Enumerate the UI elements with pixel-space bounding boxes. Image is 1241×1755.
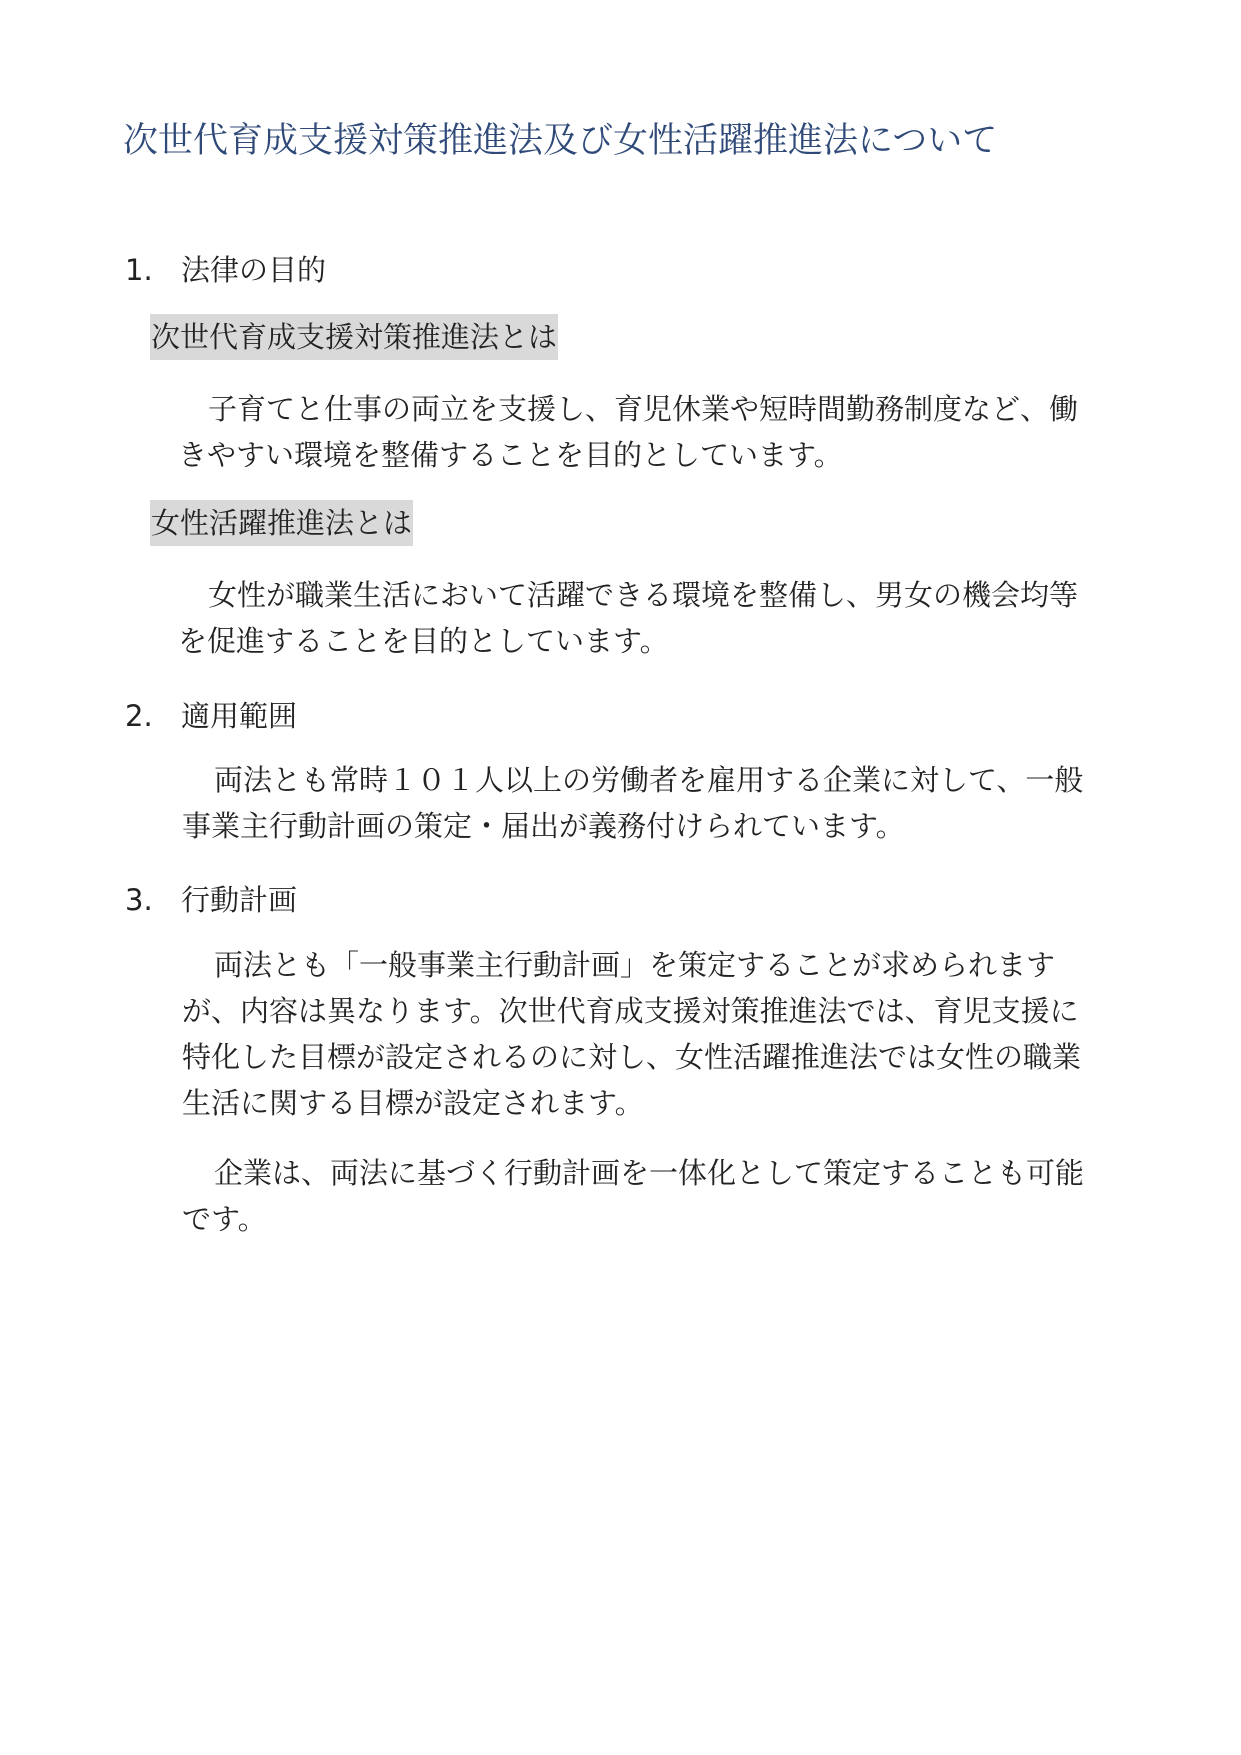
section-title: 法律の目的: [181, 253, 327, 287]
document-title: 次世代育成支援対策推進法及び女性活躍推進法について: [123, 121, 998, 161]
section-title: 行動計画: [181, 883, 298, 917]
paragraph-line: が、内容は異なります。次世代育成支援対策推進法では、育児支援に: [182, 994, 1079, 1028]
paragraph-integrated-plan: [182, 1150, 1084, 1242]
paragraph-line: 子育てと仕事の両立を支援し、育児休業や短時間勤務制度など、働: [208, 392, 1079, 426]
section-number: 2.: [125, 699, 153, 733]
paragraph-line: 企業は、両法に基づく行動計画を一体化として策定することも可能: [214, 1156, 1085, 1190]
paragraph-line: きやすい環境を整備することを目的としています。: [178, 438, 843, 472]
section-number: 3.: [125, 883, 153, 917]
paragraph-line: 両法とも常時１０１人以上の労働者を雇用する企業に対して、一般: [214, 763, 1084, 797]
paragraph-action-plan: [182, 942, 1081, 1126]
paragraph-scope: [182, 757, 1083, 849]
paragraph-line: です。: [182, 1202, 267, 1236]
section-heading-1: [125, 250, 326, 290]
paragraph-line: 両法とも「一般事業主行動計画」を策定することが求められます: [214, 948, 1056, 982]
paragraph-line: を促進することを目的としています。: [178, 624, 669, 658]
section-heading-3: [125, 880, 297, 920]
section-title: 適用範囲: [181, 699, 298, 733]
subsection-label-women-activity-law: 女性活躍推進法とは: [150, 500, 413, 546]
paragraph-line: 生活に関する目標が設定されます。: [182, 1086, 644, 1120]
subsection-label-next-generation-law: 次世代育成支援対策推進法とは: [150, 314, 558, 360]
paragraph-next-generation-purpose: [178, 386, 1078, 478]
section-heading-2: [125, 696, 297, 736]
paragraph-women-activity-purpose: [178, 572, 1078, 664]
paragraph-line: 女性が職業生活において活躍できる環境を整備し、男女の機会均等: [208, 578, 1079, 612]
paragraph-line: 事業主行動計画の策定・届出が義務付けられています。: [182, 809, 905, 843]
section-number: 1.: [125, 253, 153, 287]
paragraph-line: 特化した目標が設定されるのに対し、女性活躍推進法では女性の職業: [182, 1040, 1082, 1074]
